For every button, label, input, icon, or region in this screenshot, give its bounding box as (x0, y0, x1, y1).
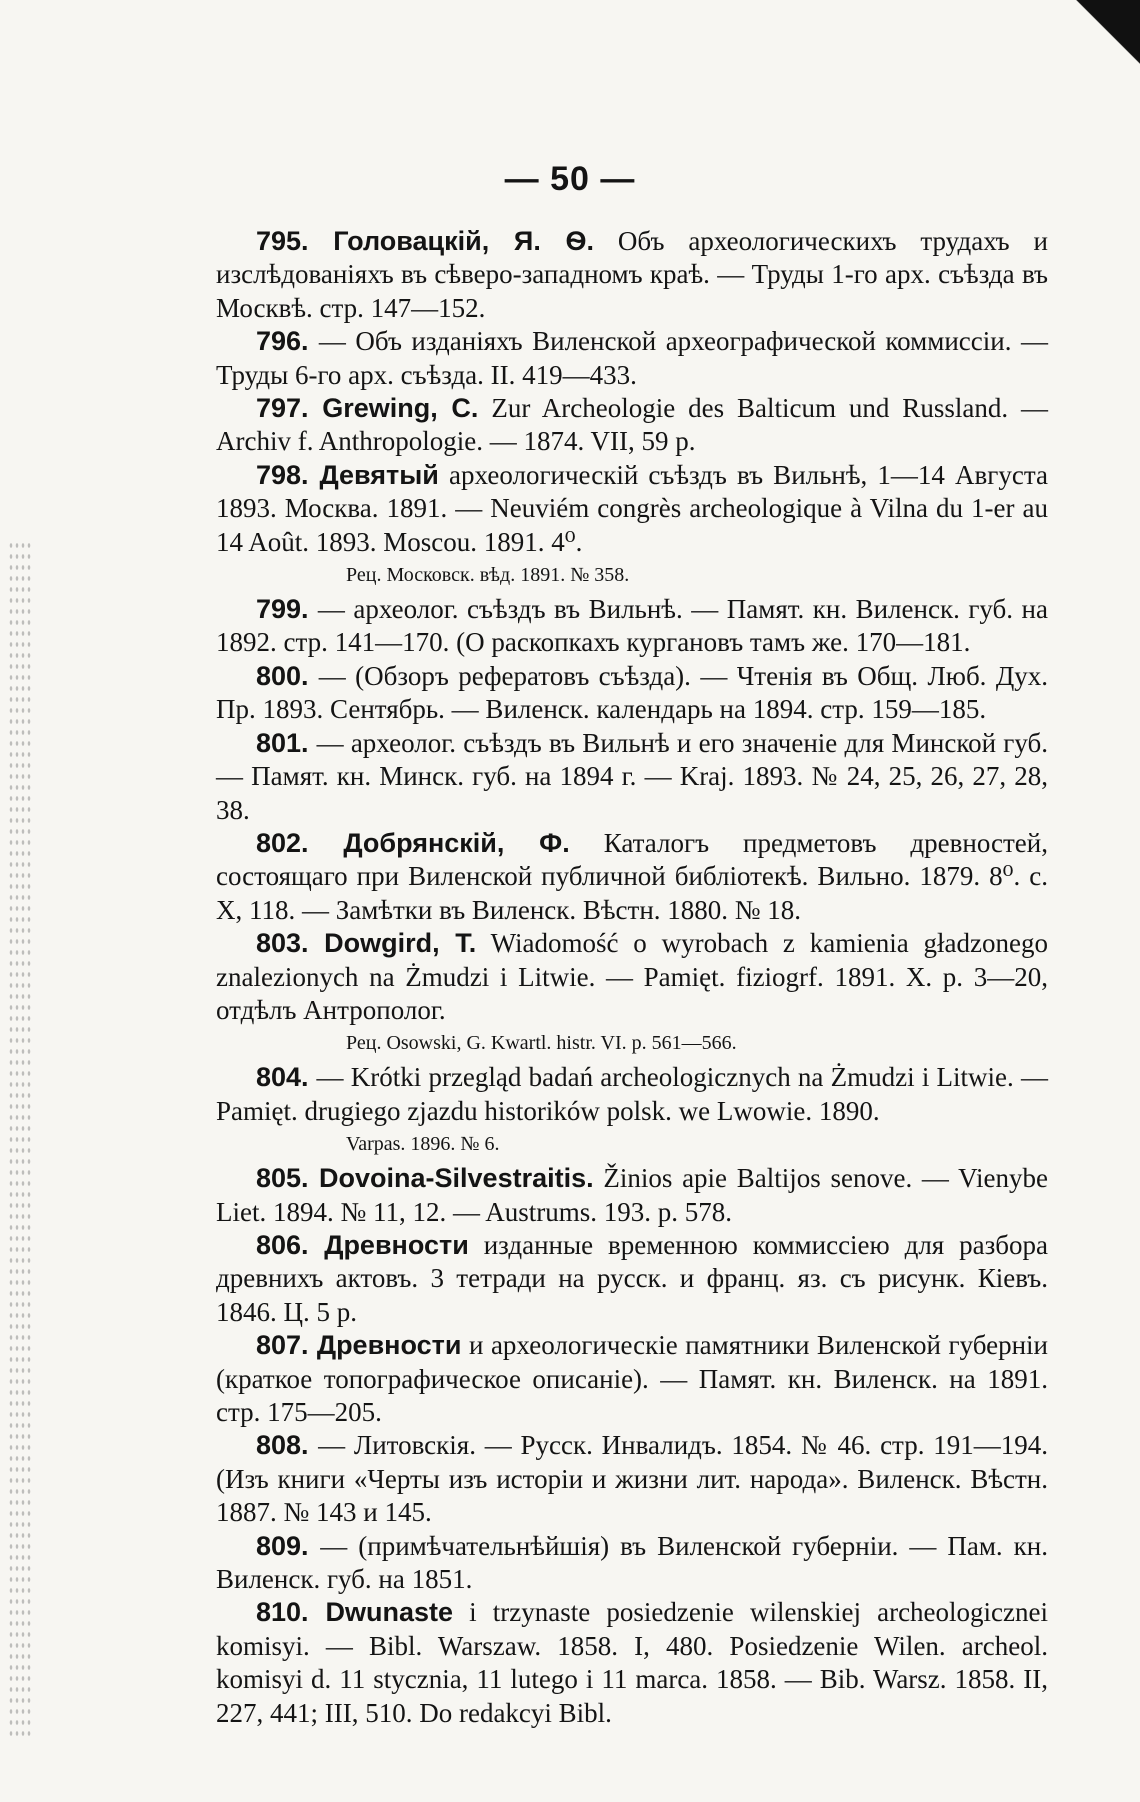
entry-text: Zur Archeologie des Balticum und Russland. — Archiv f. Anthropologie. — 1874. VII, 59 p. (216, 393, 1048, 457)
entry-number: 799. (256, 594, 318, 625)
entry-number: 809. (256, 1530, 321, 1561)
bibliography-entry (216, 225, 1048, 325)
bibliography-entry (216, 1229, 1048, 1329)
entry-number: 806. (256, 1229, 325, 1260)
bibliography-text (216, 225, 1048, 1730)
bibliography-entry (216, 593, 1048, 660)
bibliography-entry (216, 1329, 1048, 1429)
bibliography-entry (216, 1162, 1048, 1229)
bibliography-entry (216, 325, 1048, 392)
entry-review: Рец. Osowski, G. Kwartl. histr. VI. p. 561—566. (346, 1032, 737, 1055)
page-number: — 50 — (504, 160, 636, 198)
bibliography-entry (216, 392, 1048, 459)
bibliography-entry (216, 660, 1048, 727)
entry-author: Древности (324, 1229, 469, 1260)
bibliography-entry (216, 1530, 1048, 1597)
entry-text: Каталогъ предметовъ древностей, состоящаго при Виленской публичной библіотекѣ. Вильно. 1879. 8⁰. с. X, 118. — Замѣтки въ Виленск. Вѣстн. 1880. № 18. (216, 827, 1048, 925)
entry-text: — археолог. съѣздъ въ Вильнѣ. — Памят. кн. Виленск. губ. на 1892. стр. 141—170. (О раскопкахъ кургановъ тамъ же. 170—181. (216, 594, 1048, 658)
entry-review: Varpas. 1896. № 6. (346, 1133, 500, 1156)
entry-number: 807. (256, 1330, 317, 1361)
entry-author: Dovoina-Silvestraitis. (319, 1163, 594, 1194)
entry-text: — археолог. съѣздъ въ Вильнѣ и его значеніе для Минской губ. — Памят. кн. Минск. губ. на 1894 г. — Kraj. 1893. № 24, 25, 26, 27, 28, 38. (216, 727, 1048, 825)
scan-corner-mark (1070, 0, 1140, 70)
bibliography-entry (216, 1596, 1048, 1730)
entry-number: 796. (256, 326, 319, 357)
entry-text: — Krótki przegląd badań archeologicznych na Żmudzi i Litwie. — Pamięt. drugiego zjazdu historików polsk. we Lwowie. 1890. (216, 1062, 1048, 1126)
entry-number: 805. (256, 1163, 320, 1194)
entry-number: 798. (256, 459, 320, 490)
entry-text: — Литовскія. — Русск. Инвалидъ. 1854. № 46. стр. 191—194. (Изъ книги «Черты изъ исторіи и жизни лит. народа». Виленск. Вѣстн. 1887. № 143 и 145. (216, 1430, 1048, 1528)
scan-margin-noise (8, 540, 32, 1740)
entry-author: Добрянскій, Ф. (343, 827, 570, 858)
entry-number: 800. (256, 660, 319, 691)
entry-author: Grewing, C. (322, 393, 479, 424)
entry-text: — (примѣчательнѣйшія) въ Виленской губерніи. — Пам. кн. Виленск. губ. на 1851. (216, 1530, 1048, 1595)
entry-text: Žinios apie Baltijos senove. — Vienybe Liet. 1894. № 11, 12. — Austrums. 193. p. 578. (216, 1163, 1048, 1227)
entry-number: 804. (256, 1062, 317, 1093)
bibliography-entry (216, 727, 1048, 827)
entry-number: 801. (256, 727, 317, 758)
bibliography-entry (216, 1061, 1048, 1128)
entry-number: 795. (256, 226, 334, 256)
entry-number: 797. (256, 393, 323, 424)
entry-text: — Объ изданіяхъ Виленской археографической коммиссіи. — Труды 6-го арх. съѣзда. II. 419—433. (216, 326, 1048, 390)
entry-number: 802. (256, 827, 344, 858)
entry-author: Древности (316, 1330, 462, 1361)
entry-text: i trzynaste posiedzenie wilenskiej archeologicznei komisyi. — Bibl. Warszaw. 1858. I, 480. Posiedzenie Wilen. archeol. komisyi d. 11 stycznia, 11 lutego i 11 marca. 1858. — Bib. Warsz. 1858. II, 227, 441; III, 510. Do redakcyi Bibl. (216, 1597, 1048, 1728)
entry-text: и археологическіе памятники Виленской губерніи (краткое топографическое описаніе). — Памят. кн. Виленск. на 1891. стр. 175—205. (216, 1330, 1048, 1427)
entry-number: 810. (256, 1597, 326, 1628)
entry-text: — (Обзоръ рефератовъ съѣзда). — Чтенія въ Общ. Люб. Дух. Пр. 1893. Сентябрь. — Виленск. календарь на 1894. стр. 159—185. (216, 660, 1048, 725)
entry-number: 808. (256, 1430, 319, 1461)
bibliography-entry (216, 459, 1048, 559)
entry-author: Dwunaste (325, 1597, 453, 1628)
entry-text: археологическій съѣздъ въ Вильнѣ, 1—14 Августа 1893. Москва. 1891. — Neuviém congrès archeologique à Vilna du 1-er au 14 Août. 1893. Moscou. 1891. 4⁰. (216, 459, 1048, 557)
entry-author: Dowgird, T. (324, 928, 477, 959)
entry-text: изданные временною коммиссіею для разбора древнихъ актовъ. 3 тетради на русск. и франц. яз. съ рисунк. Кіевъ. 1846. Ц. 5 р. (216, 1229, 1048, 1327)
entry-number: 803. (256, 928, 325, 959)
bibliography-entry (216, 827, 1048, 927)
entry-author: Девятый (319, 459, 439, 490)
entry-review: Рец. Московск. вѣд. 1891. № 358. (346, 564, 630, 587)
bibliography-entry (216, 927, 1048, 1027)
entry-author: Головацкій, Я. Ѳ. (333, 226, 594, 256)
entry-text: Объ археологическихъ трудахъ и изслѣдованіяхъ въ сѣверо-западномъ краѣ. — Труды 1-го арх. съѣзда въ Москвѣ. стр. 147—152. (216, 226, 1048, 323)
entry-text: Wiadomość o wyrobach z kamienia gładzonego znalezionych na Żmudzi i Litwie. — Pamięt. fiziogrf. 1891. X. p. 3—20, отдѣлъ Антрополог. (216, 928, 1048, 1025)
bibliography-entry (216, 1429, 1048, 1529)
